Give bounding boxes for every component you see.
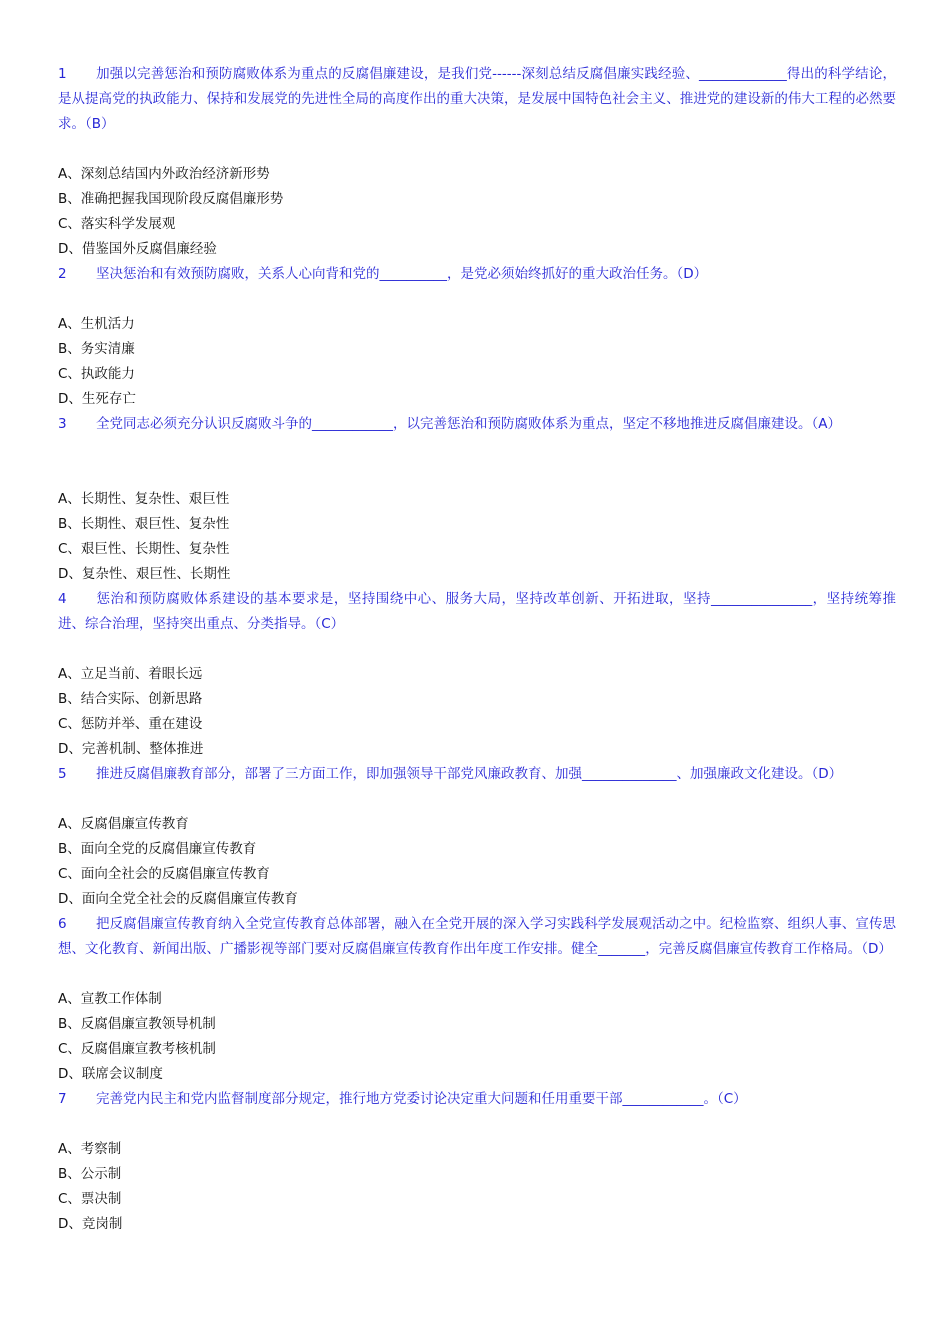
option-item: C、反腐倡廉宣教考核机制 (58, 1041, 216, 1057)
option-item: C、落实科学发展观 (58, 216, 176, 232)
option-item: D、面向全党全社会的反腐倡廉宣传教育 (58, 891, 298, 907)
option-item: D、竞岗制 (58, 1216, 123, 1232)
question-body: 坚决惩治和有效预防腐败，关系人心向背和党的__________，是党必须始终抓好的重大政治任务。（D） (96, 266, 708, 282)
option-list (58, 487, 896, 587)
option-list (58, 162, 896, 262)
option-item: A、考察制 (58, 1141, 122, 1157)
option-item: B、准确把握我国现阶段反腐倡廉形势 (58, 191, 284, 207)
option-item: C、惩防并举、重在建设 (58, 716, 203, 732)
question-body: 完善党内民主和党内监督制度部分规定，推行地方党委讨论决定重大问题和任用重要干部____________。（C） (96, 1091, 747, 1107)
option-list (58, 987, 896, 1087)
spacer (58, 437, 896, 487)
option-item: D、借鉴国外反腐倡廉经验 (58, 241, 217, 257)
question-text (58, 412, 896, 437)
option-item: B、务实清廉 (58, 341, 135, 357)
question-text (58, 262, 896, 287)
option-list (58, 662, 896, 762)
question-number: 3 (58, 416, 67, 432)
question-block (58, 912, 896, 1087)
option-item: B、公示制 (58, 1166, 122, 1182)
document-page (58, 62, 896, 1237)
question-body: 加强以完善惩治和预防腐败体系为重点的反腐倡廉建设，是我们党------深刻总结反腐倡廉实践经验、_____________得出的科学结论，是从提高党的执政能力、保持和发展党的先进性全局的高度作出的重大决策，是发展中国特色社会主义、推进党的建设新的伟大工程的必然要求。（B） (58, 66, 896, 132)
option-item: A、深刻总结国内外政治经济新形势 (58, 166, 270, 182)
option-item: D、复杂性、艰巨性、长期性 (58, 566, 231, 582)
option-item: C、面向全社会的反腐倡廉宣传教育 (58, 866, 270, 882)
option-item: D、完善机制、整体推进 (58, 741, 204, 757)
option-item: D、生死存亡 (58, 391, 136, 407)
option-item: B、反腐倡廉宣教领导机制 (58, 1016, 216, 1032)
question-block (58, 412, 896, 587)
spacer (58, 1112, 896, 1137)
question-number: 5 (58, 766, 67, 782)
option-item: B、结合实际、创新思路 (58, 691, 203, 707)
question-block (58, 587, 896, 762)
option-list (58, 812, 896, 912)
option-item: D、联席会议制度 (58, 1066, 163, 1082)
question-block (58, 762, 896, 912)
question-text (58, 587, 896, 637)
question-number: 7 (58, 1091, 67, 1107)
option-item: A、生机活力 (58, 316, 135, 332)
option-item: A、立足当前、着眼长远 (58, 666, 203, 682)
option-item: A、反腐倡廉宣传教育 (58, 816, 189, 832)
option-list (58, 1137, 896, 1237)
question-block (58, 62, 896, 262)
option-list (58, 312, 896, 412)
option-item: C、执政能力 (58, 366, 135, 382)
question-block (58, 1087, 896, 1237)
question-number: 4 (58, 591, 67, 607)
question-block (58, 262, 896, 412)
option-item: B、长期性、艰巨性、复杂性 (58, 516, 230, 532)
question-body: 全党同志必须充分认识反腐败斗争的____________，以完善惩治和预防腐败体系为重点，坚定不移地推进反腐倡廉建设。（A） (96, 416, 841, 432)
question-number: 2 (58, 266, 67, 282)
spacer (58, 637, 896, 662)
option-item: B、面向全党的反腐倡廉宣传教育 (58, 841, 257, 857)
spacer (58, 137, 896, 162)
question-body: 惩治和预防腐败体系建设的基本要求是，坚持围绕中心、服务大局，坚持改革创新、开拓进取，坚持_______________，坚持统筹推进、综合治理，坚持突出重点、分类指导。（C） (58, 591, 896, 632)
question-number: 6 (58, 916, 67, 932)
spacer (58, 787, 896, 812)
question-body: 推进反腐倡廉教育部分，部署了三方面工作，即加强领导干部党风廉政教育、加强______________、加强廉政文化建设。（D） (96, 766, 843, 782)
question-text (58, 762, 896, 787)
option-item: C、票决制 (58, 1191, 122, 1207)
question-text (58, 1087, 896, 1112)
question-number: 1 (58, 66, 67, 82)
option-item: A、宣教工作体制 (58, 991, 162, 1007)
spacer (58, 962, 896, 987)
question-body: 把反腐倡廉宣传教育纳入全党宣传教育总体部署，融入在全党开展的深入学习实践科学发展观活动之中。纪检监察、组织人事、宣传思想、文化教育、新闻出版、广播影视等部门要对反腐倡廉宣传教育作出年度工作安排。健全_______，完善反腐倡廉宣传教育工作格局。（D） (58, 916, 896, 957)
question-text (58, 62, 896, 137)
option-item: C、艰巨性、长期性、复杂性 (58, 541, 230, 557)
spacer (58, 287, 896, 312)
option-item: A、长期性、复杂性、艰巨性 (58, 491, 230, 507)
question-text (58, 912, 896, 962)
